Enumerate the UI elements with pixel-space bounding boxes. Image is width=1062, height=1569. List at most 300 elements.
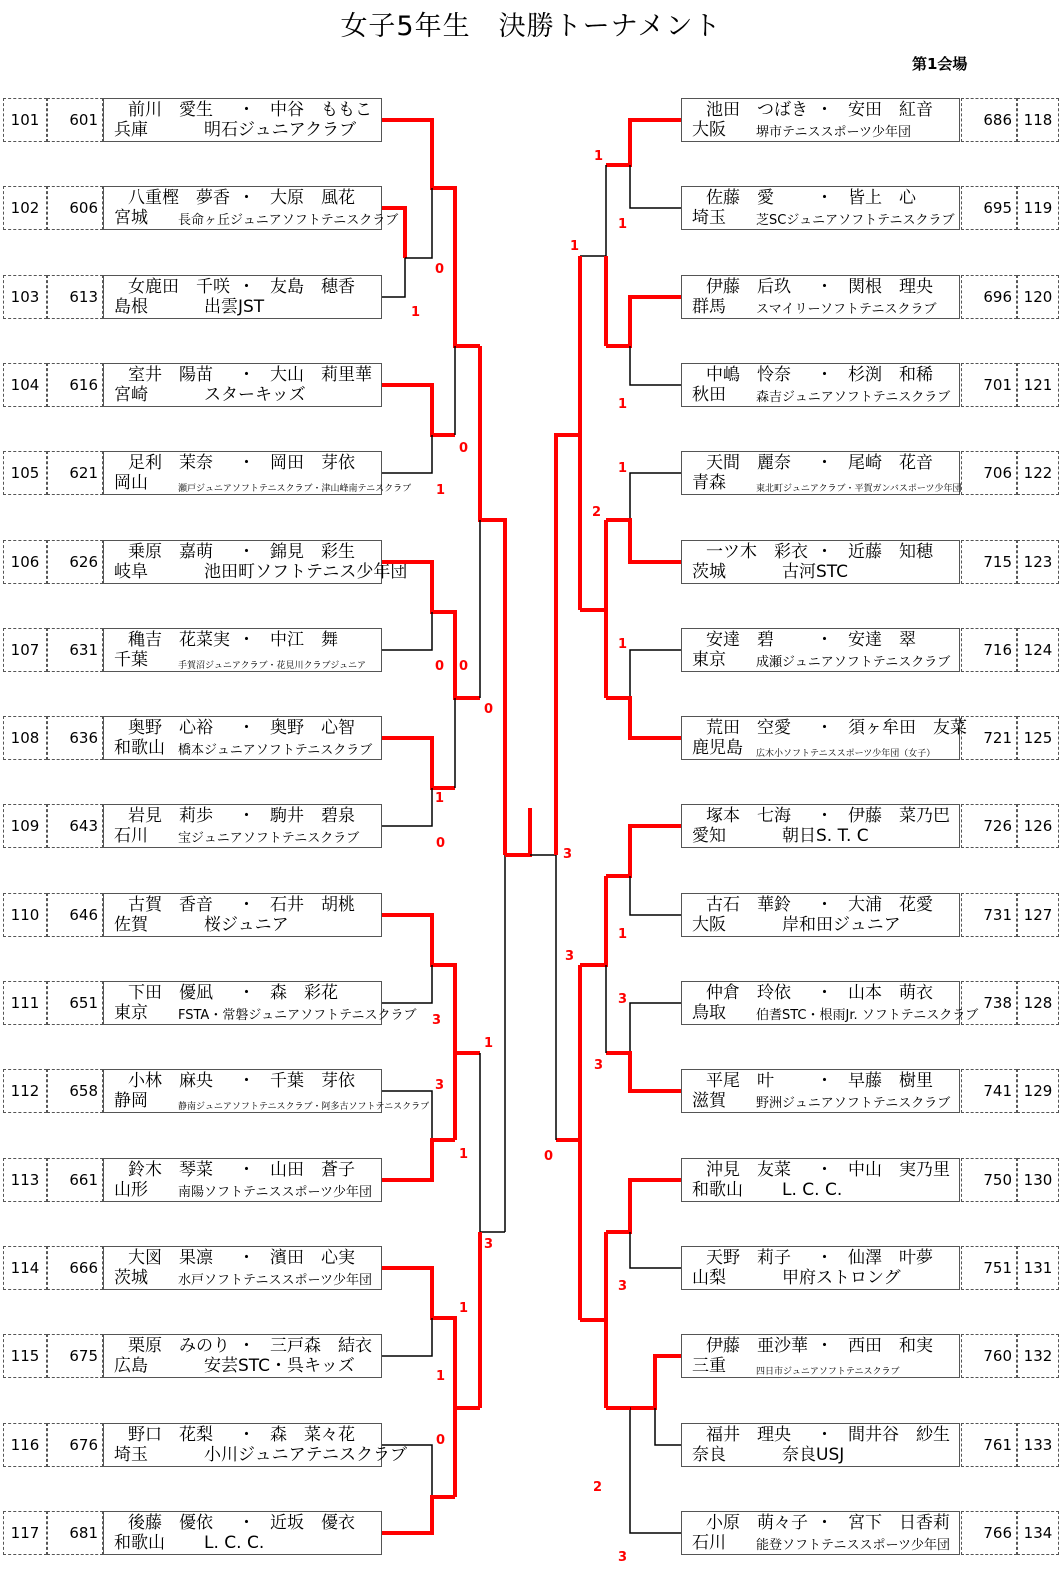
player-1: 奥野 心裕 bbox=[128, 718, 213, 738]
player-1: 池田 つばき bbox=[706, 100, 808, 120]
club-name: 手賀沼ジュニアクラブ・花見川クラブジュニア bbox=[178, 661, 367, 671]
seed-number: 131 bbox=[1017, 1246, 1059, 1290]
entry-number: 676 bbox=[47, 1423, 103, 1467]
seed-number: 102 bbox=[3, 186, 47, 230]
separator: ・ bbox=[816, 1248, 833, 1268]
seed-number: 117 bbox=[3, 1511, 47, 1555]
seed-number: 105 bbox=[3, 451, 47, 495]
winner-line bbox=[606, 1053, 681, 1091]
player-1: 穐吉 花菜実 bbox=[128, 630, 230, 650]
match-score: 3 bbox=[618, 992, 628, 1007]
match-score: 3 bbox=[563, 847, 573, 862]
separator: ・ bbox=[238, 365, 255, 385]
match-score: 1 bbox=[459, 1301, 469, 1316]
player-1: 乗原 嘉萌 bbox=[128, 542, 213, 562]
match-score: 2 bbox=[592, 505, 602, 520]
separator: ・ bbox=[238, 983, 255, 1003]
seed-number: 130 bbox=[1017, 1158, 1059, 1202]
player-2: 関根 理央 bbox=[848, 277, 933, 297]
separator: ・ bbox=[816, 1336, 833, 1356]
match-score: 1 bbox=[594, 149, 604, 164]
separator: ・ bbox=[816, 453, 833, 473]
prefecture: 奈良 bbox=[692, 1445, 726, 1465]
club-name: 安芸STC・呉キッズ bbox=[204, 1356, 355, 1376]
player-1: 小林 麻央 bbox=[128, 1071, 213, 1091]
winner-line bbox=[382, 120, 480, 346]
player-1: 佐藤 愛 bbox=[706, 188, 774, 208]
prefecture: 秋田 bbox=[692, 385, 726, 405]
seed-number: 115 bbox=[3, 1334, 47, 1378]
match-score: 3 bbox=[618, 1550, 628, 1565]
player-2: 近坂 優衣 bbox=[270, 1513, 355, 1533]
club-name: 野洲ジュニアソフトテニスクラブ bbox=[756, 1096, 951, 1111]
player-2: 石井 胡桃 bbox=[270, 895, 355, 915]
club-name: 水戸ソフトテニススポーツ少年団 bbox=[178, 1273, 372, 1288]
player-2: 友島 穂香 bbox=[270, 277, 355, 297]
winner-line bbox=[580, 520, 606, 610]
winner-line bbox=[606, 698, 681, 738]
match-score: 1 bbox=[618, 637, 628, 652]
entry-number: 716 bbox=[961, 628, 1017, 672]
player-2: 森 彩花 bbox=[270, 983, 338, 1003]
prefecture: 愛知 bbox=[692, 826, 726, 846]
match-score: 0 bbox=[435, 262, 445, 277]
loser-line bbox=[382, 1445, 455, 1497]
separator: ・ bbox=[816, 100, 833, 120]
seed-number: 106 bbox=[3, 540, 47, 584]
loser-line bbox=[382, 965, 432, 1003]
prefecture: 茨城 bbox=[692, 562, 726, 582]
prefecture: 滋賀 bbox=[692, 1091, 726, 1111]
entry-number: 643 bbox=[47, 804, 103, 848]
match-score: 1 bbox=[618, 927, 628, 942]
winner-line bbox=[382, 1497, 455, 1533]
match-score: 1 bbox=[436, 483, 446, 498]
entry-number: 696 bbox=[961, 275, 1017, 319]
player-1: 天間 麗奈 bbox=[706, 453, 791, 473]
entry-number: 695 bbox=[961, 186, 1017, 230]
prefecture: 三重 bbox=[692, 1356, 726, 1376]
player-2: 岡田 芽依 bbox=[270, 453, 355, 473]
prefecture: 兵庫 bbox=[114, 120, 148, 140]
prefecture: 佐賀 bbox=[114, 915, 148, 935]
winner-line bbox=[580, 876, 606, 965]
seed-number: 107 bbox=[3, 628, 47, 672]
player-2: 伊藤 菜乃巴 bbox=[848, 806, 950, 826]
club-name: 朝日S. T. C bbox=[782, 826, 869, 846]
prefecture: 埼玉 bbox=[692, 208, 726, 228]
match-score: 0 bbox=[459, 441, 469, 456]
prefecture: 山形 bbox=[114, 1180, 148, 1200]
seed-number: 121 bbox=[1017, 363, 1059, 407]
separator: ・ bbox=[238, 1071, 255, 1091]
club-name: 明石ジュニアクラブ bbox=[204, 120, 357, 140]
player-1: 塚本 七海 bbox=[706, 806, 791, 826]
prefecture: 石川 bbox=[114, 826, 148, 846]
prefecture: 埼玉 bbox=[114, 1445, 148, 1465]
loser-line bbox=[405, 188, 432, 258]
prefecture: 山梨 bbox=[692, 1268, 726, 1288]
loser-line bbox=[382, 1091, 455, 1140]
separator: ・ bbox=[816, 718, 833, 738]
prefecture: 和歌山 bbox=[114, 1533, 165, 1553]
player-2: 間井谷 紗生 bbox=[848, 1425, 950, 1445]
club-name: 出雲JST bbox=[204, 297, 265, 317]
seed-number: 123 bbox=[1017, 540, 1059, 584]
entry-number: 761 bbox=[961, 1423, 1017, 1467]
match-score: 3 bbox=[618, 1279, 628, 1294]
loser-line bbox=[606, 1003, 681, 1053]
match-score: 0 bbox=[436, 1433, 446, 1448]
winner-line bbox=[606, 520, 681, 562]
player-2: 近藤 知穂 bbox=[848, 542, 933, 562]
player-1: 天野 莉子 bbox=[706, 1248, 791, 1268]
prefecture: 和歌山 bbox=[692, 1180, 743, 1200]
entry-number: 613 bbox=[47, 275, 103, 319]
separator: ・ bbox=[238, 100, 255, 120]
player-2: 中山 実乃里 bbox=[848, 1160, 950, 1180]
player-1: 野口 花梨 bbox=[128, 1425, 213, 1445]
prefecture: 群馬 bbox=[692, 297, 726, 317]
seed-number: 134 bbox=[1017, 1511, 1059, 1555]
player-1: 前川 愛生 bbox=[128, 100, 213, 120]
prefecture: 東京 bbox=[692, 650, 726, 670]
page-title: 女子5年生 決勝トーナメント bbox=[340, 11, 722, 42]
club-name: 東北町ジュニアクラブ・平賀ガンバスポーツ少年団 bbox=[756, 484, 962, 494]
prefecture: 岐阜 bbox=[114, 562, 148, 582]
entry-number: 751 bbox=[961, 1246, 1017, 1290]
prefecture: 島根 bbox=[114, 297, 148, 317]
club-name: 堺市テニススポーツ少年団 bbox=[756, 125, 911, 140]
match-score: 1 bbox=[570, 239, 580, 254]
player-2: 早藤 樹里 bbox=[848, 1071, 933, 1091]
match-score: 3 bbox=[435, 1078, 445, 1093]
match-score: 3 bbox=[565, 949, 575, 964]
club-name: 能登ソフトテニススポーツ少年団 bbox=[756, 1538, 950, 1553]
match-score: 1 bbox=[618, 217, 628, 232]
seed-number: 122 bbox=[1017, 451, 1059, 495]
player-2: 中谷 ももこ bbox=[270, 100, 372, 120]
match-score: 0 bbox=[484, 702, 494, 717]
seed-number: 133 bbox=[1017, 1423, 1059, 1467]
player-2: 仙澤 叶夢 bbox=[848, 1248, 933, 1268]
separator: ・ bbox=[238, 718, 255, 738]
player-2: 宮下 日香莉 bbox=[848, 1513, 950, 1533]
player-1: 一ツ木 彩衣 bbox=[706, 542, 808, 562]
separator: ・ bbox=[238, 1160, 255, 1180]
entry-number: 721 bbox=[961, 716, 1017, 760]
loser-line bbox=[382, 258, 405, 297]
player-2: 西田 和実 bbox=[848, 1336, 933, 1356]
match-score: 1 bbox=[484, 1036, 494, 1051]
club-name: L. C. C. bbox=[782, 1180, 843, 1200]
winner-line bbox=[606, 826, 681, 876]
match-score: 0 bbox=[435, 659, 445, 674]
seed-number: 109 bbox=[3, 804, 47, 848]
seed-number: 125 bbox=[1017, 716, 1059, 760]
match-score: 3 bbox=[594, 1058, 604, 1073]
winner-line bbox=[382, 385, 455, 435]
prefecture: 和歌山 bbox=[114, 738, 165, 758]
prefecture: 大阪 bbox=[692, 915, 726, 935]
entry-number: 675 bbox=[47, 1334, 103, 1378]
winner-line bbox=[382, 562, 480, 698]
match-score: 2 bbox=[593, 1480, 603, 1495]
seed-number: 127 bbox=[1017, 893, 1059, 937]
club-name: 南陽ソフトテニススポーツ少年団 bbox=[178, 1185, 372, 1200]
club-name: 長命ヶ丘ジュニアソフトテニスクラブ bbox=[178, 213, 399, 228]
club-name: 桜ジュニア bbox=[204, 915, 289, 935]
winner-line bbox=[505, 808, 530, 855]
separator: ・ bbox=[816, 1160, 833, 1180]
separator: ・ bbox=[238, 542, 255, 562]
club-name: L. C. C. bbox=[204, 1533, 265, 1553]
player-2: 須ヶ牟田 友菜 bbox=[848, 718, 967, 738]
club-name: 宝ジュニアソフトテニスクラブ bbox=[178, 831, 360, 846]
winner-line bbox=[580, 1232, 606, 1320]
player-1: 下田 優凪 bbox=[128, 983, 213, 1003]
club-name: 芝SCジュニアソフトテニスクラブ bbox=[756, 213, 955, 228]
club-name: 成瀬ジュニアソフトテニスクラブ bbox=[756, 655, 951, 670]
club-name: 岸和田ジュニア bbox=[782, 915, 901, 935]
match-score: 1 bbox=[435, 791, 445, 806]
seed-number: 111 bbox=[3, 981, 47, 1025]
player-1: 岩見 莉歩 bbox=[128, 806, 213, 826]
player-2: 大原 風花 bbox=[270, 188, 355, 208]
player-2: 駒井 碧泉 bbox=[270, 806, 355, 826]
separator: ・ bbox=[238, 188, 255, 208]
winner-line bbox=[382, 1268, 480, 1408]
entry-number: 626 bbox=[47, 540, 103, 584]
player-1: 古賀 香音 bbox=[128, 895, 213, 915]
loser-line bbox=[382, 788, 432, 826]
entry-number: 731 bbox=[961, 893, 1017, 937]
separator: ・ bbox=[816, 365, 833, 385]
player-1: 足利 茉奈 bbox=[128, 453, 213, 473]
player-1: 中嶋 怜奈 bbox=[706, 365, 791, 385]
player-2: 山田 蒼子 bbox=[270, 1160, 355, 1180]
winner-line bbox=[382, 915, 480, 1053]
player-2: 尾崎 花音 bbox=[848, 453, 933, 473]
player-2: 森 菜々花 bbox=[270, 1425, 355, 1445]
seed-number: 112 bbox=[3, 1069, 47, 1113]
separator: ・ bbox=[238, 630, 255, 650]
entry-number: 661 bbox=[47, 1158, 103, 1202]
player-1: 安達 碧 bbox=[706, 630, 774, 650]
player-1: 大図 果凛 bbox=[128, 1248, 213, 1268]
winner-line bbox=[606, 120, 681, 165]
loser-line bbox=[630, 346, 681, 385]
separator: ・ bbox=[816, 895, 833, 915]
player-1: 小原 萌々子 bbox=[706, 1513, 808, 1533]
club-name: 古河STC bbox=[782, 562, 849, 582]
winner-line bbox=[382, 208, 405, 258]
player-2: 濱田 心実 bbox=[270, 1248, 355, 1268]
winner-line bbox=[556, 965, 580, 1140]
loser-line bbox=[382, 612, 432, 650]
winner-line bbox=[382, 1140, 455, 1180]
separator: ・ bbox=[816, 1425, 833, 1445]
club-name: 甲府ストロング bbox=[782, 1268, 901, 1288]
separator: ・ bbox=[238, 1425, 255, 1445]
match-score: 1 bbox=[436, 1369, 446, 1384]
player-2: 山本 萌衣 bbox=[848, 983, 933, 1003]
player-1: 仲倉 玲依 bbox=[706, 983, 791, 1003]
loser-line bbox=[655, 1408, 681, 1445]
entry-number: 738 bbox=[961, 981, 1017, 1025]
seed-number: 129 bbox=[1017, 1069, 1059, 1113]
separator: ・ bbox=[816, 630, 833, 650]
prefecture: 岡山 bbox=[114, 473, 148, 493]
separator: ・ bbox=[238, 1513, 255, 1533]
club-name: 四日市ジュニアソフトテニスクラブ bbox=[756, 1367, 900, 1377]
match-score: 1 bbox=[618, 397, 628, 412]
entry-number: 701 bbox=[961, 363, 1017, 407]
player-2: 杉渕 和稀 bbox=[848, 365, 933, 385]
player-2: 大山 莉里華 bbox=[270, 365, 372, 385]
loser-line bbox=[480, 1053, 505, 1232]
club-name: 静南ジュニアソフトテニスクラブ・阿多古ソフトテニスクラブ bbox=[178, 1102, 430, 1112]
player-2: 錦見 彩生 bbox=[270, 542, 355, 562]
seed-number: 119 bbox=[1017, 186, 1059, 230]
club-name: 瀬戸ジュニアソフトテニスクラブ・津山峰南テニスクラブ bbox=[178, 484, 412, 494]
match-score: 0 bbox=[544, 1149, 554, 1164]
club-name: スマイリーソフトテニスクラブ bbox=[756, 302, 937, 317]
prefecture: 石川 bbox=[692, 1533, 726, 1553]
entry-number: 750 bbox=[961, 1158, 1017, 1202]
seed-number: 110 bbox=[3, 893, 47, 937]
entry-number: 681 bbox=[47, 1511, 103, 1555]
prefecture: 茨城 bbox=[114, 1268, 148, 1288]
loser-line bbox=[580, 165, 606, 256]
match-score: 3 bbox=[484, 1237, 494, 1252]
separator: ・ bbox=[238, 1248, 255, 1268]
entry-number: 636 bbox=[47, 716, 103, 760]
winner-line bbox=[606, 297, 681, 346]
match-score: 1 bbox=[618, 461, 628, 476]
entry-number: 726 bbox=[961, 804, 1017, 848]
seed-number: 124 bbox=[1017, 628, 1059, 672]
player-1: 平尾 叶 bbox=[706, 1071, 774, 1091]
prefecture: 宮崎 bbox=[114, 385, 148, 405]
separator: ・ bbox=[238, 453, 255, 473]
venue-label: 第1会場 bbox=[912, 55, 968, 73]
seed-number: 104 bbox=[3, 363, 47, 407]
player-1: 栗原 みのり bbox=[128, 1336, 230, 1356]
club-name: 広木小ソフトテニススポーツ少年団（女子） bbox=[756, 749, 936, 759]
player-2: 奥野 心智 bbox=[270, 718, 355, 738]
prefecture: 鳥取 bbox=[692, 1003, 726, 1023]
entry-number: 601 bbox=[47, 98, 103, 142]
club-name: 伯耆STC・根雨Jr. ソフトテニスクラブ bbox=[756, 1008, 979, 1023]
entry-number: 666 bbox=[47, 1246, 103, 1290]
player-1: 古石 華鈴 bbox=[706, 895, 791, 915]
separator: ・ bbox=[816, 1513, 833, 1533]
club-name: 小川ジュニアテニスクラブ bbox=[204, 1445, 407, 1465]
seed-number: 101 bbox=[3, 98, 47, 142]
player-1: 伊藤 亜沙華 bbox=[706, 1336, 808, 1356]
loser-line bbox=[382, 435, 432, 473]
player-1: 伊藤 后玖 bbox=[706, 277, 791, 297]
player-1: 荒田 空愛 bbox=[706, 718, 791, 738]
entry-number: 616 bbox=[47, 363, 103, 407]
entry-number: 606 bbox=[47, 186, 103, 230]
prefecture: 鹿児島 bbox=[692, 738, 743, 758]
seed-number: 118 bbox=[1017, 98, 1059, 142]
seed-number: 113 bbox=[3, 1158, 47, 1202]
loser-line bbox=[630, 1232, 681, 1268]
seed-number: 114 bbox=[3, 1246, 47, 1290]
player-2: 千葉 芽依 bbox=[270, 1071, 355, 1091]
separator: ・ bbox=[816, 542, 833, 562]
match-score: 0 bbox=[436, 836, 446, 851]
player-1: 女鹿田 千咲 bbox=[128, 277, 230, 297]
seed-number: 126 bbox=[1017, 804, 1059, 848]
loser-line bbox=[606, 473, 681, 520]
player-2: 安達 翠 bbox=[848, 630, 916, 650]
seed-number: 128 bbox=[1017, 981, 1059, 1025]
loser-line bbox=[630, 165, 681, 208]
winner-line bbox=[630, 1356, 681, 1408]
entry-number: 651 bbox=[47, 981, 103, 1025]
entry-number: 646 bbox=[47, 893, 103, 937]
entry-number: 658 bbox=[47, 1069, 103, 1113]
seed-number: 116 bbox=[3, 1423, 47, 1467]
player-2: 三戸森 結衣 bbox=[270, 1336, 372, 1356]
entry-number: 766 bbox=[961, 1511, 1017, 1555]
prefecture: 静岡 bbox=[114, 1091, 148, 1111]
entry-number: 631 bbox=[47, 628, 103, 672]
club-name: FSTA・常磐ジュニアソフトテニスクラブ bbox=[178, 1008, 417, 1023]
separator: ・ bbox=[238, 1336, 255, 1356]
player-1: 八重樫 夢香 bbox=[128, 188, 230, 208]
loser-line bbox=[630, 876, 681, 915]
separator: ・ bbox=[816, 806, 833, 826]
loser-line bbox=[606, 1408, 681, 1533]
player-2: 大浦 花愛 bbox=[848, 895, 933, 915]
prefecture: 大阪 bbox=[692, 120, 726, 140]
winner-line bbox=[382, 738, 455, 788]
seed-number: 103 bbox=[3, 275, 47, 319]
separator: ・ bbox=[238, 895, 255, 915]
loser-line bbox=[382, 1318, 432, 1356]
club-name: スターキッズ bbox=[204, 385, 306, 405]
club-name: 奈良USJ bbox=[782, 1445, 845, 1465]
player-1: 沖見 友菜 bbox=[706, 1160, 791, 1180]
seed-number: 120 bbox=[1017, 275, 1059, 319]
player-1: 室井 陽苗 bbox=[128, 365, 213, 385]
winner-line bbox=[606, 1180, 681, 1232]
entry-number: 621 bbox=[47, 451, 103, 495]
player-1: 鈴木 琴菜 bbox=[128, 1160, 213, 1180]
club-name: 橋本ジュニアソフトテニスクラブ bbox=[178, 743, 373, 758]
entry-number: 741 bbox=[961, 1069, 1017, 1113]
loser-line bbox=[606, 650, 681, 698]
prefecture: 千葉 bbox=[114, 650, 148, 670]
seed-number: 108 bbox=[3, 716, 47, 760]
entry-number: 715 bbox=[961, 540, 1017, 584]
match-score: 1 bbox=[411, 305, 421, 320]
match-score: 0 bbox=[459, 659, 469, 674]
prefecture: 東京 bbox=[114, 1003, 148, 1023]
entry-number: 706 bbox=[961, 451, 1017, 495]
match-score: 3 bbox=[432, 1013, 442, 1028]
player-2: 皆上 心 bbox=[848, 188, 916, 208]
entry-number: 760 bbox=[961, 1334, 1017, 1378]
separator: ・ bbox=[816, 188, 833, 208]
separator: ・ bbox=[816, 277, 833, 297]
player-1: 後藤 優依 bbox=[128, 1513, 213, 1533]
